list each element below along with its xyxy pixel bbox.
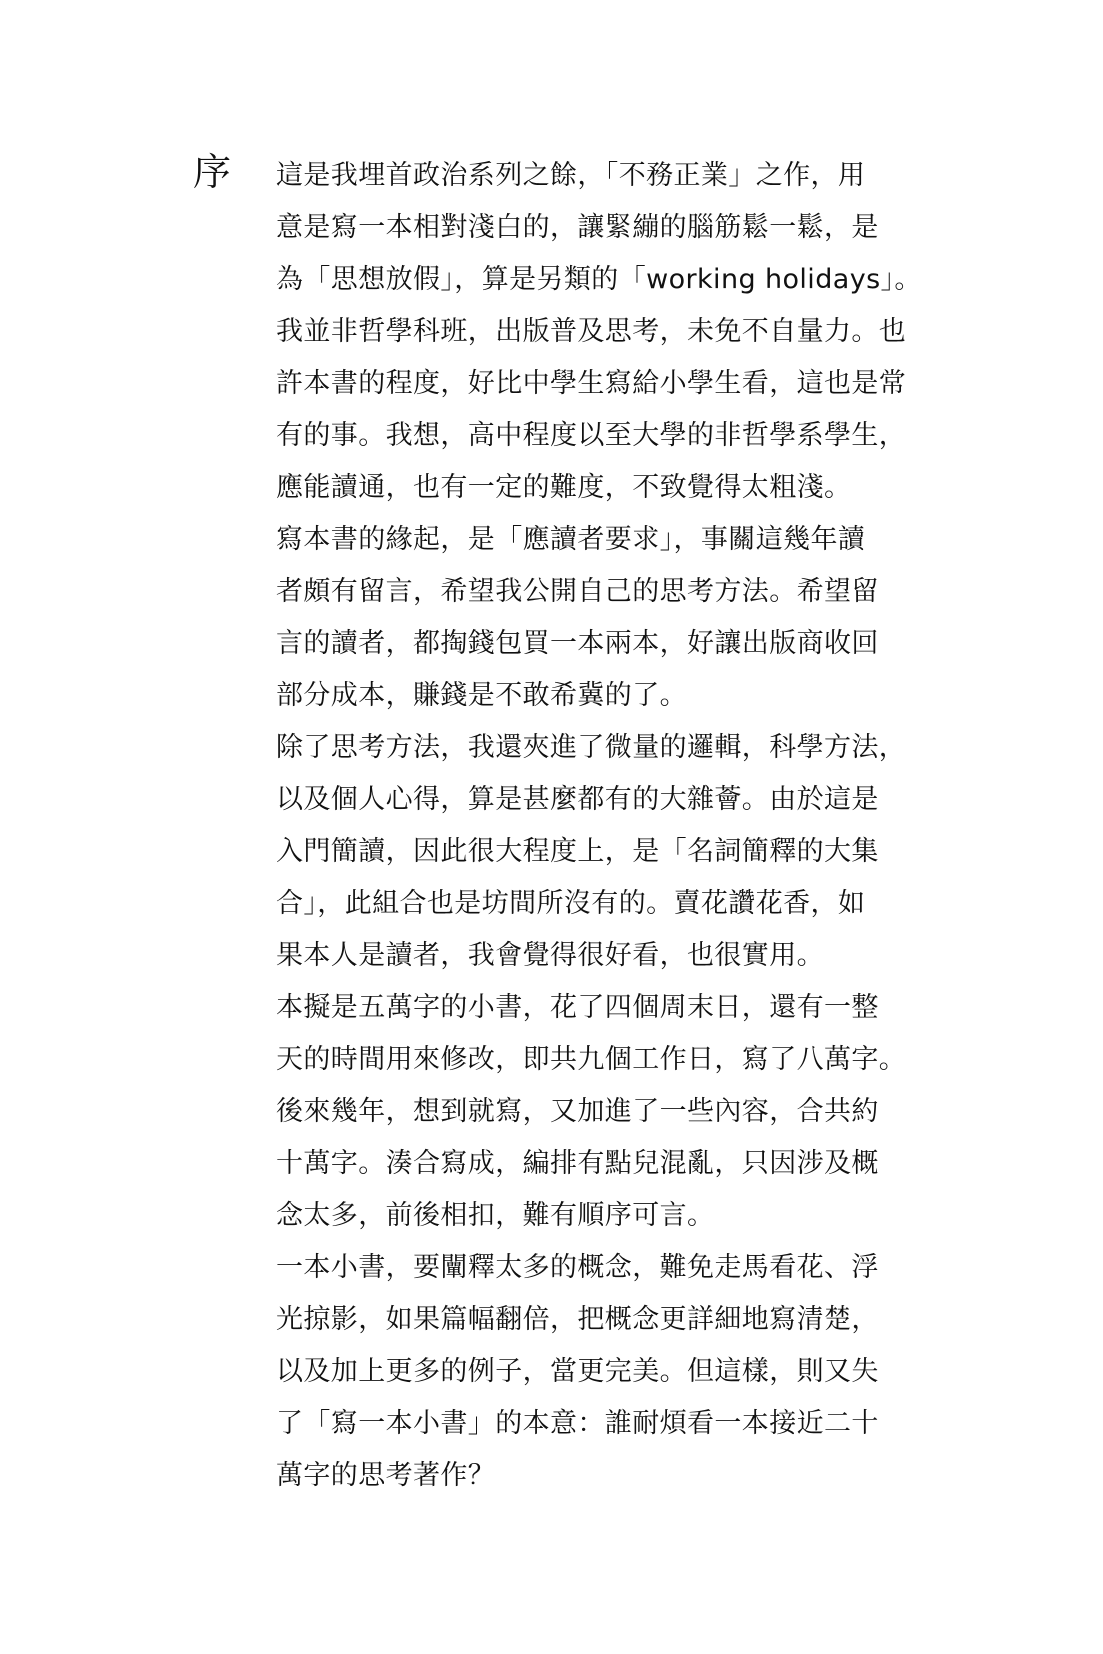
text-line: 以及加上更多的例子，當更完美。但這樣，則又失 — [276, 1356, 879, 1387]
text-line: 許本書的程度，好比中學生寫給小學生看，這也是常 — [276, 368, 907, 399]
text-line: 寫本書的緣起，是「應讀者要求」，事關這幾年讀 — [276, 524, 866, 555]
text-line: 念太多，前後相扣，難有順序可言。 — [276, 1200, 715, 1231]
text-line: 這是我埋首政治系列之餘，「不務正業」之作，用 — [276, 160, 866, 191]
text-line: 後來幾年，想到就寫，又加進了一些內容，合共約 — [276, 1096, 879, 1127]
text-line: 萬字的思考著作？ — [276, 1460, 496, 1491]
text-line: 應能讀通，也有一定的難度，不致覺得太粗淺。 — [276, 472, 852, 503]
text-line: 光掠影，如果篇幅翻倍，把概念更詳細地寫清楚， — [276, 1304, 879, 1335]
paragraph — [276, 722, 916, 982]
text-line: 十萬字。湊合寫成，編排有點兒混亂，只因涉及概 — [276, 1148, 879, 1179]
text-line: 言的讀者，都掏錢包買一本兩本，好讓出版商收回 — [276, 628, 879, 659]
text-line: 天的時間用來修改，即共九個工作日，寫了八萬字。 — [276, 1044, 907, 1075]
text-line: 意是寫一本相對淺白的，讓緊繃的腦筋鬆一鬆，是 — [276, 212, 879, 243]
text-line: 一本小書，要闡釋太多的概念，難免走馬看花、浮 — [276, 1252, 879, 1283]
paragraph — [276, 306, 916, 514]
text-line: 除了思考方法，我還夾進了微量的邏輯，科學方法， — [276, 732, 907, 763]
text-line: 入門簡讀，因此很大程度上，是「名詞簡釋的大集 — [276, 836, 879, 867]
preface-heading: 序 — [193, 150, 232, 194]
text-line: 我並非哲學科班，出版普及思考，未免不自量力。也 — [276, 316, 907, 347]
text-line: 為「思想放假」，算是另類的「working holidays」。 — [276, 264, 922, 295]
paragraph — [276, 982, 916, 1242]
paragraph — [276, 514, 916, 722]
paragraph — [276, 150, 922, 306]
text-line: 以及個人心得，算是甚麼都有的大雜薈。由於這是 — [276, 784, 879, 815]
paragraph — [276, 1242, 916, 1502]
text-line: 部分成本，賺錢是不敢希冀的了。 — [276, 680, 687, 711]
text-line: 了「寫一本小書」的本意：誰耐煩看一本接近二十 — [276, 1408, 879, 1439]
text-line: 果本人是讀者，我會覺得很好看，也很實用。 — [276, 940, 824, 971]
text-line: 有的事。我想，高中程度以至大學的非哲學系學生， — [276, 420, 907, 451]
text-line: 者頗有留言，希望我公開自己的思考方法。希望留 — [276, 576, 879, 607]
text-line: 合」，此組合也是坊間所沒有的。賣花讚花香，如 — [276, 888, 866, 919]
preface-body — [276, 150, 922, 1502]
text-line: 本擬是五萬字的小書，花了四個周末日，還有一整 — [276, 992, 879, 1023]
